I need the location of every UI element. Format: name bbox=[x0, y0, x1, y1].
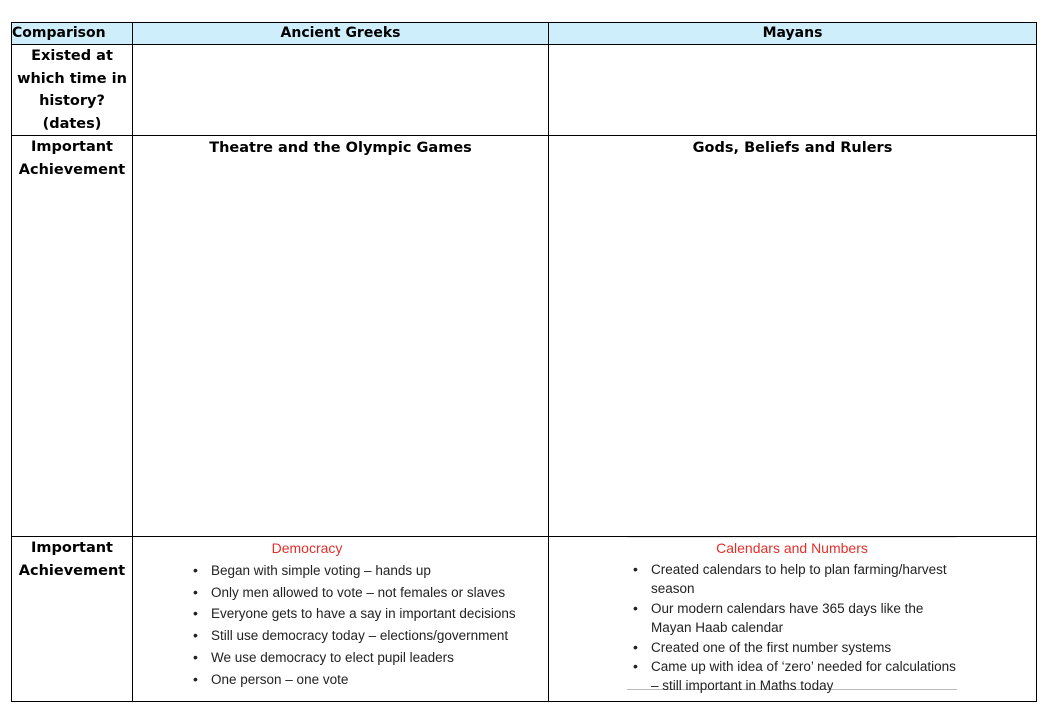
list-item: • Still use democracy today – elections/government bbox=[211, 625, 517, 647]
row-label-dates: Existed at which time in history? (dates) bbox=[12, 45, 133, 136]
democracy-title: Democracy bbox=[271, 540, 343, 556]
cell-greeks-achievement-1[interactable] bbox=[133, 136, 549, 537]
row-label-achievement-1: Important Achievement bbox=[12, 136, 133, 537]
table-row bbox=[12, 136, 1037, 537]
table-row bbox=[12, 537, 1037, 702]
democracy-list bbox=[187, 560, 517, 690]
cell-mayans-achievement-1[interactable] bbox=[549, 136, 1037, 537]
list-item: • Everyone gets to have a say in important decisions bbox=[211, 603, 517, 625]
calendars-title: Calendars and Numbers bbox=[716, 540, 868, 556]
list-item: • One person – one vote bbox=[211, 669, 517, 691]
greeks-achievement-heading: Theatre and the Olympic Games bbox=[209, 140, 472, 156]
list-item: • We use democracy to elect pupil leaders bbox=[211, 647, 517, 669]
table-row bbox=[12, 45, 1037, 136]
list-item: • Came up with idea of ‘zero’ needed for calculations – still important in Maths today bbox=[651, 657, 957, 696]
calendars-inset bbox=[627, 537, 957, 694]
header-comparison: Comparison bbox=[12, 23, 133, 45]
cell-greeks-achievement-2[interactable] bbox=[133, 537, 549, 702]
democracy-inset bbox=[133, 539, 517, 690]
list-item: • Began with simple voting – hands up bbox=[211, 560, 517, 582]
calendars-list bbox=[627, 560, 957, 696]
mayans-achievement-heading: Gods, Beliefs and Rulers bbox=[692, 140, 893, 156]
cell-mayans-achievement-2[interactable] bbox=[549, 537, 1037, 702]
list-item: • Only men allowed to vote – not females or slaves bbox=[211, 582, 517, 604]
list-item: • Created calendars to help to plan farming/harvest season bbox=[651, 560, 957, 599]
cell-mayans-dates[interactable] bbox=[549, 45, 1037, 136]
list-item: • Our modern calendars have 365 days like the Mayan Haab calendar bbox=[651, 599, 957, 638]
comparison-table bbox=[11, 22, 1037, 702]
list-item: • Created one of the first number systems bbox=[651, 638, 957, 657]
header-ancient-greeks: Ancient Greeks bbox=[133, 23, 549, 45]
header-mayans: Mayans bbox=[549, 23, 1037, 45]
header-row bbox=[12, 23, 1037, 45]
cell-greeks-dates[interactable] bbox=[133, 45, 549, 136]
row-label-achievement-2: Important Achievement bbox=[12, 537, 133, 702]
